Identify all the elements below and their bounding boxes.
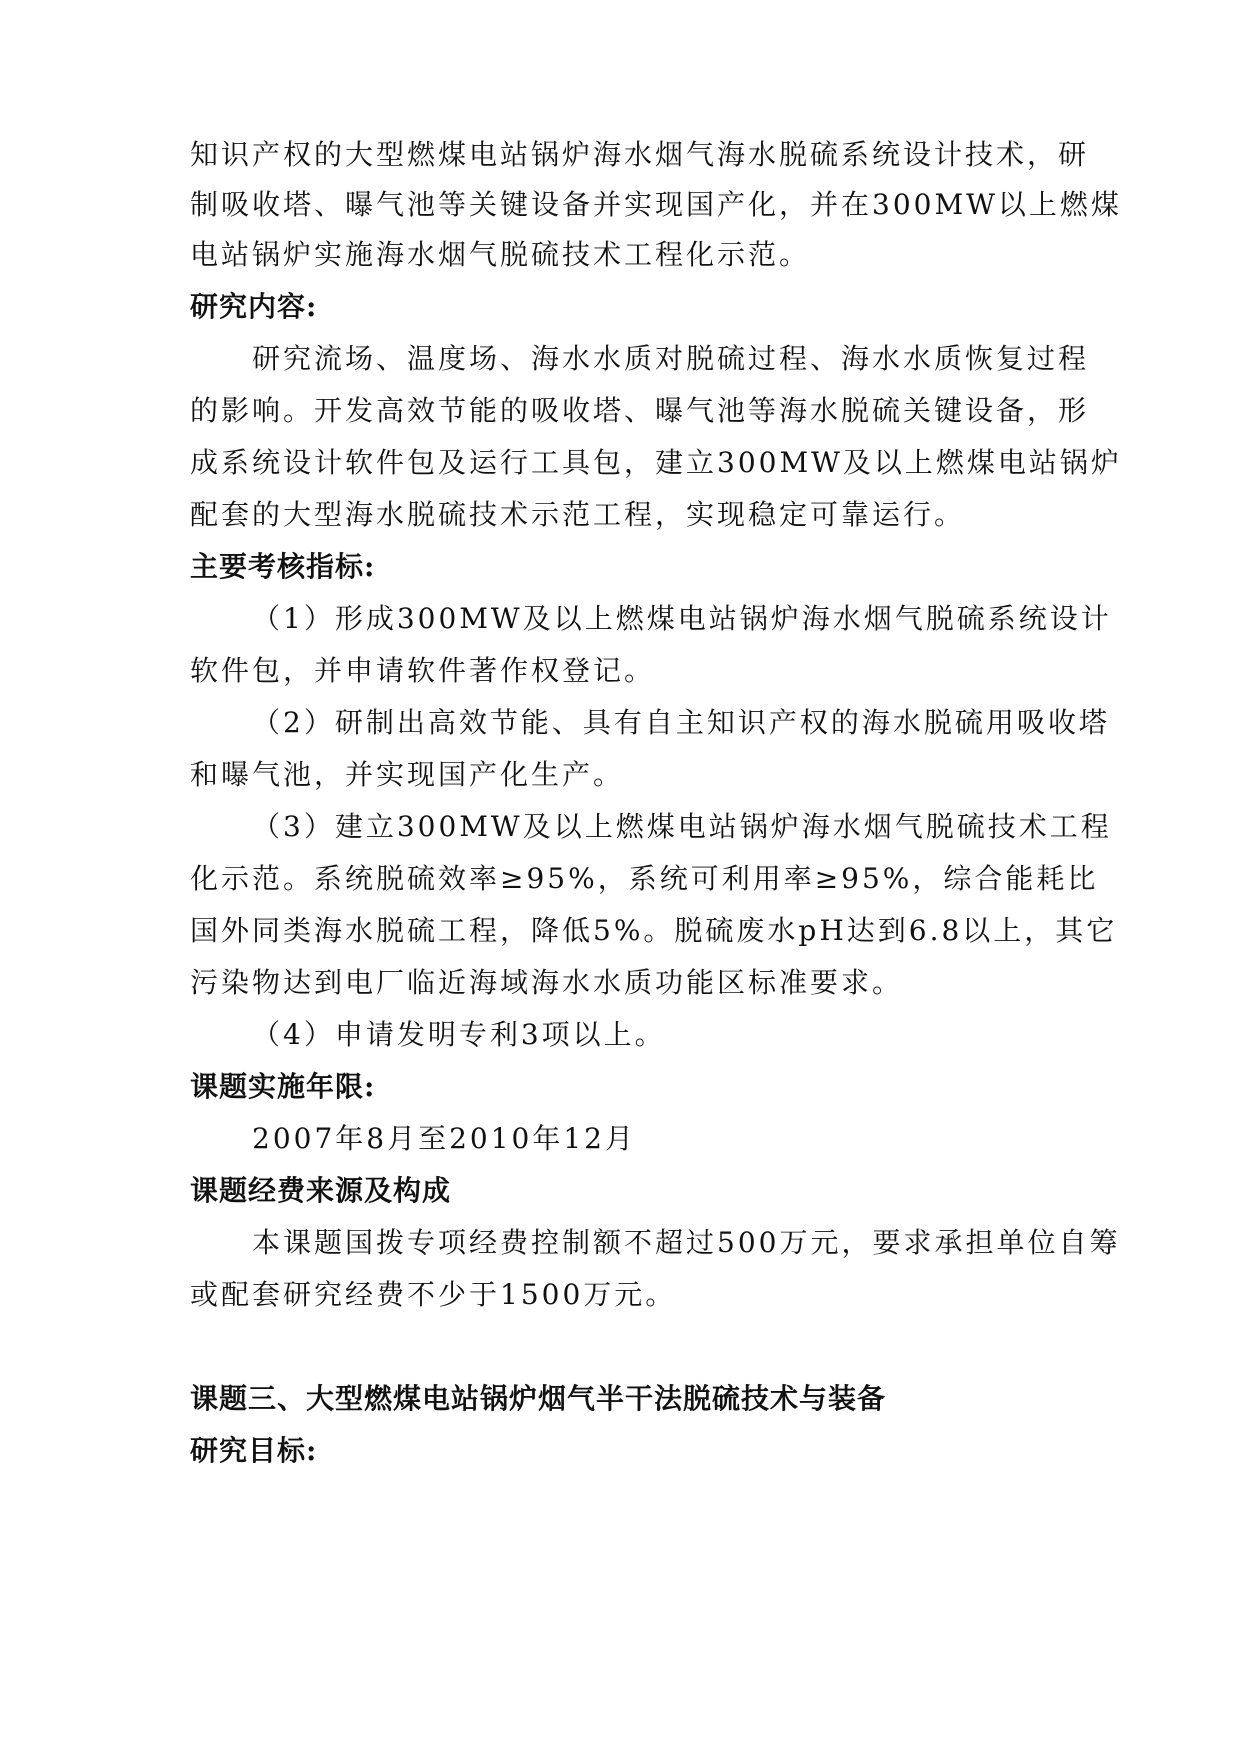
- indicators-heading: 主要考核指标:: [190, 550, 376, 583]
- topic3-goal-heading: 研究目标:: [190, 1434, 318, 1467]
- indicator-1-line-1: （1）形成300MW及以上燃煤电站锅炉海水烟气脱硫系统设计: [252, 602, 1112, 635]
- indicator-4-line-1: （4）申请发明专利3项以上。: [252, 1018, 666, 1051]
- indicator-2-line-2: 和曝气池，并实现国产化生产。: [190, 758, 625, 791]
- indicator-1-line-2: 软件包，并申请软件著作权登记。: [190, 654, 656, 687]
- intro-line-2: 制吸收塔、曝气池等关键设备并实现国产化，并在300MW以上燃煤: [190, 188, 1122, 221]
- topic3-title: 课题三、大型燃煤电站锅炉烟气半干法脱硫技术与装备: [190, 1382, 887, 1415]
- intro-line-1: 知识产权的大型燃煤电站锅炉海水烟气海水脱硫系统设计技术，研: [190, 138, 1090, 171]
- research-content-line-2: 的影响。开发高效节能的吸收塔、曝气池等海水脱硫关键设备，形: [190, 394, 1090, 427]
- indicator-3-line-4: 污染物达到电厂临近海域海水水质功能区标准要求。: [190, 966, 904, 999]
- period-heading: 课题实施年限:: [190, 1070, 376, 1103]
- period-text: 2007年8月至2010年12月: [252, 1122, 636, 1155]
- funding-line-2: 或配套研究经费不少于1500万元。: [190, 1278, 677, 1311]
- indicator-3-line-1: （3）建立300MW及以上燃煤电站锅炉海水烟气脱硫技术工程: [252, 810, 1112, 843]
- research-content-heading: 研究内容:: [190, 290, 318, 323]
- funding-heading: 课题经费来源及构成: [190, 1174, 452, 1207]
- research-content-line-3: 成系统设计软件包及运行工具包，建立300MW及以上燃煤电站锅炉: [190, 446, 1122, 479]
- research-content-line-4: 配套的大型海水脱硫技术示范工程，实现稳定可靠运行。: [190, 498, 966, 531]
- research-content-line-1: 研究流场、温度场、海水水质对脱硫过程、海水水质恢复过程: [252, 342, 1090, 375]
- indicator-2-line-1: （2）研制出高效节能、具有自主知识产权的海水脱硫用吸收塔: [252, 706, 1110, 739]
- indicator-3-line-3: 国外同类海水脱硫工程，降低5%。脱硫废水pH达到6.8以上，其它: [190, 914, 1118, 947]
- funding-line-1: 本课题国拨专项经费控制额不超过500万元，要求承担单位自筹: [252, 1226, 1121, 1259]
- indicator-3-line-2: 化示范。系统脱硫效率≥95%，系统可利用率≥95%，综合能耗比: [190, 862, 1099, 895]
- intro-line-3: 电站锅炉实施海水烟气脱硫技术工程化示范。: [190, 238, 811, 271]
